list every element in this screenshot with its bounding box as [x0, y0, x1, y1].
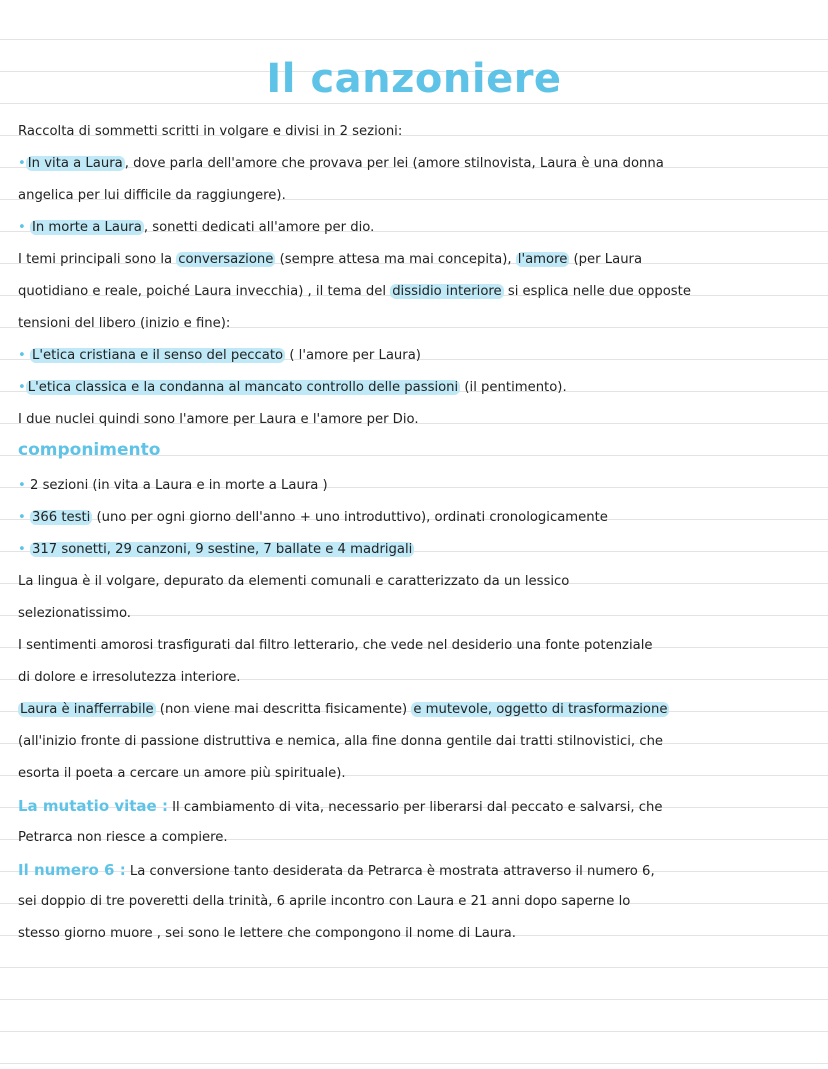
bullet-text: , dove parla dell'amore che provava per lei (amore stilnovista, Laura è una donna	[124, 156, 664, 171]
text: (uno per ogni giorno dell'anno + uno introduttivo), ordinati cronologicamente	[92, 510, 608, 525]
bullet-icon: •	[18, 348, 26, 363]
bullet-icon: •	[18, 478, 26, 493]
comp-bullet-2	[18, 508, 818, 528]
themes-line-3	[18, 314, 818, 334]
comp-bullet-1	[18, 476, 818, 496]
themes-line-1	[18, 250, 818, 270]
bullet-text: , sonetti dedicati all'amore per dio.	[143, 220, 375, 235]
text: esorta il poeta a cercare un amore più spirituale).	[18, 766, 346, 781]
heading-numero-6: Il numero 6 :	[18, 861, 126, 879]
text: (per Laura	[569, 252, 643, 267]
text: (sempre attesa ma mai concepita),	[275, 252, 516, 267]
highlight-amore: l'amore	[517, 252, 568, 267]
highlight-366-testi: 366 testi	[31, 510, 91, 525]
text: quotidiano e reale, poiché Laura invecchia) , il tema del	[18, 284, 391, 299]
page-title: Il canzoniere	[266, 56, 562, 102]
text: stesso giorno muore , sei sono le lettere che compongono il nome di Laura.	[18, 926, 516, 941]
text: Il cambiamento di vita, necessario per liberarsi dal peccato e salvarsi, che	[167, 800, 663, 815]
section-bullet-2	[18, 218, 818, 238]
highlight-conversazione: conversazione	[178, 252, 274, 267]
text: ( l'amore per Laura)	[285, 348, 421, 363]
highlight-etica-classica: L'etica classica e la condanna al mancato controllo delle passioni	[27, 380, 459, 395]
text: La conversione tanto desiderata da Petrarca è mostrata attraverso il numero 6,	[125, 864, 655, 879]
laura-line-2	[18, 732, 818, 752]
text: si esplica nelle due opposte	[503, 284, 691, 299]
highlight-in-morte: In morte a Laura	[31, 220, 142, 235]
ethic-bullet-1	[18, 346, 818, 366]
bullet-icon: •	[18, 510, 26, 525]
text: di dolore e irresolutezza interiore.	[18, 670, 241, 685]
text: tensioni del libero (inizio e fine):	[18, 316, 231, 331]
numero6-line-3	[18, 924, 818, 944]
text: Petrarca non riesce a compiere.	[18, 830, 228, 845]
intro-line	[18, 122, 818, 142]
comp-bullet-3	[18, 540, 818, 560]
section-bullet-1-cont	[18, 186, 818, 206]
highlight-metric-forms: 317 sonetti, 29 canzoni, 9 sestine, 7 ballate e 4 madrigali	[31, 542, 413, 557]
nuclei-line	[18, 410, 818, 430]
ethic-bullet-2	[18, 378, 818, 398]
text: La lingua è il volgare, depurato da elementi comunali e caratterizzato da un lessico	[18, 574, 570, 589]
highlight-etica-cristiana: L'etica cristiana e il senso del peccato	[31, 348, 284, 363]
highlight-dissidio: dissidio interiore	[392, 284, 502, 299]
text: sei doppio di tre poveretti della trinità, 6 aprile incontro con Laura e 21 anni dopo saperne lo	[18, 894, 631, 909]
highlight-mutevole: e mutevole, oggetto di trasformazione	[413, 702, 668, 717]
text: (all'inizio fronte di passione distruttiva e nemica, alla fine donna gentile dai tratti stilnovistici, che	[18, 734, 664, 749]
numero6-line-1	[18, 860, 818, 882]
text: selezionatissimo.	[18, 606, 131, 621]
themes-line-2	[18, 282, 818, 302]
text: 2 sezioni (in vita a Laura e in morte a Laura )	[29, 478, 328, 493]
bullet-icon: •	[18, 542, 26, 557]
bullet-icon: •	[18, 220, 26, 235]
lingua-line-2	[18, 604, 818, 624]
mutatio-line-2	[18, 828, 818, 848]
highlight-inafferrabile: Laura è inafferrabile	[20, 702, 154, 717]
section-bullet-1	[18, 154, 818, 174]
text: I due nuclei quindi sono l'amore per Laura e l'amore per Dio.	[18, 412, 419, 427]
highlight-in-vita: In vita a Laura	[27, 156, 123, 171]
intro-text: Raccolta di sommetti scritti in volgare e divisi in 2 sezioni:	[18, 124, 403, 139]
text: I temi principali sono la	[18, 252, 177, 267]
text: I sentimenti amorosi trasfigurati dal filtro letterario, che vede nel desiderio una fonte potenziale	[18, 638, 653, 653]
laura-line-3	[18, 764, 818, 784]
bullet-text-cont: angelica per lui difficile da raggiungere).	[18, 188, 286, 203]
sentimenti-line-2	[18, 668, 818, 688]
text: (il pentimento).	[460, 380, 567, 395]
bullet-icon: •	[18, 380, 26, 395]
laura-line-1	[18, 700, 818, 720]
text: (non viene mai descritta fisicamente)	[155, 702, 412, 717]
mutatio-line-1	[18, 796, 818, 818]
heading-mutatio-vitae: La mutatio vitae :	[18, 797, 168, 815]
sentimenti-line-1	[18, 636, 818, 656]
lingua-line-1	[18, 572, 818, 592]
section-heading-componimento: componimento	[18, 440, 161, 460]
bullet-icon: •	[18, 156, 26, 171]
numero6-line-2	[18, 892, 818, 912]
